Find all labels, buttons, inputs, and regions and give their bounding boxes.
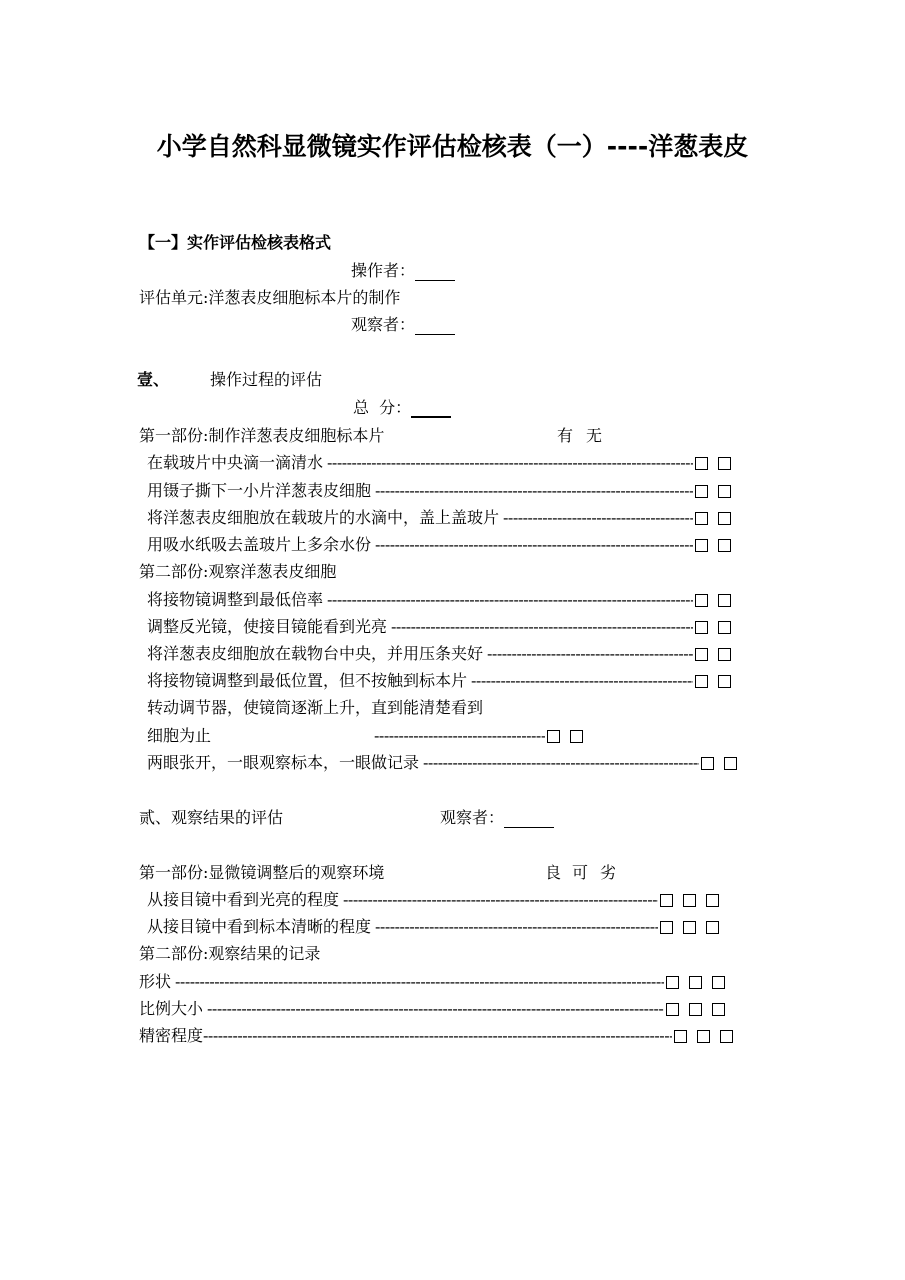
leader-dots bbox=[203, 1026, 672, 1046]
observer-row bbox=[351, 315, 455, 335]
checkbox-no[interactable] bbox=[718, 621, 731, 634]
checkbox-group bbox=[547, 730, 583, 743]
part2-observer-blank[interactable] bbox=[504, 811, 554, 828]
checkbox-yes[interactable] bbox=[547, 730, 560, 743]
col-yes-header: 有 bbox=[557, 426, 574, 445]
checkbox-group bbox=[695, 621, 731, 634]
checkbox-poor[interactable] bbox=[720, 1030, 733, 1043]
item-label: 形状 bbox=[139, 972, 172, 991]
leader-dots bbox=[327, 453, 693, 473]
part1-marker: 壹、 bbox=[137, 370, 170, 389]
total-score-row bbox=[353, 398, 451, 418]
item-label: 调整反光镜，使接目镜能看到光亮 bbox=[147, 617, 388, 636]
observer-blank[interactable] bbox=[415, 318, 455, 335]
item-label: 将洋葱表皮细胞放在载玻片的水滴中，盖上盖玻片 bbox=[147, 508, 500, 527]
unit-label: 评估单元:洋葱表皮细胞标本片的制作 bbox=[139, 288, 401, 307]
part2-observer-label: 观察者： bbox=[440, 808, 505, 827]
leader-dots bbox=[375, 535, 693, 555]
checklist-row bbox=[147, 508, 731, 528]
checkbox-poor[interactable] bbox=[706, 921, 719, 934]
rating-row bbox=[139, 999, 725, 1019]
part1-sub2-label: 第二部份:观察洋葱表皮细胞 bbox=[139, 562, 337, 581]
observer-label: 观察者： bbox=[351, 315, 416, 334]
rating-row bbox=[139, 972, 725, 992]
part2-heading: 贰、观察结果的评估 bbox=[139, 808, 284, 827]
rating-row bbox=[139, 1026, 733, 1046]
item-label-wrap-line1: 转动调节器，使镜筒逐渐上升，直到能清楚看到 bbox=[147, 698, 484, 717]
col-fair-header: 可 bbox=[572, 863, 589, 882]
checklist-row bbox=[147, 753, 737, 773]
item-label: 比例大小 bbox=[139, 999, 204, 1018]
item-label: 精密程度 bbox=[139, 1026, 204, 1045]
item-label: 从接目镜中看到标本清晰的程度 bbox=[147, 917, 372, 936]
checkbox-group bbox=[695, 675, 731, 688]
checkbox-group bbox=[695, 512, 731, 525]
checkbox-fair[interactable] bbox=[689, 976, 702, 989]
checklist-row bbox=[147, 671, 731, 691]
leader-dots bbox=[374, 726, 545, 746]
checkbox-no[interactable] bbox=[570, 730, 583, 743]
checkbox-yes[interactable] bbox=[695, 485, 708, 498]
checkbox-group bbox=[660, 894, 719, 907]
operator-blank[interactable] bbox=[415, 264, 455, 281]
checkbox-yes[interactable] bbox=[695, 621, 708, 634]
leader-dots bbox=[175, 972, 664, 992]
checkbox-group bbox=[695, 485, 731, 498]
checkbox-no[interactable] bbox=[718, 512, 731, 525]
checkbox-poor[interactable] bbox=[706, 894, 719, 907]
checklist-row bbox=[147, 617, 731, 637]
leader-dots bbox=[423, 753, 699, 773]
checkbox-yes[interactable] bbox=[695, 594, 708, 607]
checklist-row bbox=[147, 644, 731, 664]
checkbox-yes[interactable] bbox=[701, 757, 714, 770]
checkbox-poor[interactable] bbox=[712, 1003, 725, 1016]
checkbox-yes[interactable] bbox=[695, 675, 708, 688]
checkbox-fair[interactable] bbox=[683, 894, 696, 907]
operator-label: 操作者： bbox=[351, 261, 416, 280]
total-label: 总 分： bbox=[353, 398, 412, 417]
checklist-row-wrapped bbox=[374, 726, 583, 746]
checklist-row bbox=[147, 590, 731, 610]
part1-heading: 操作过程的评估 bbox=[210, 370, 323, 389]
col-poor-header: 劣 bbox=[600, 863, 617, 882]
leader-dots bbox=[487, 644, 693, 664]
checkbox-no[interactable] bbox=[718, 485, 731, 498]
checkbox-yes[interactable] bbox=[695, 539, 708, 552]
rating-row bbox=[147, 917, 719, 937]
operator-row bbox=[351, 261, 455, 281]
section-heading: 【一】实作评估检核表格式 bbox=[139, 233, 332, 252]
rating-row bbox=[147, 890, 719, 910]
checkbox-no[interactable] bbox=[718, 594, 731, 607]
leader-dots bbox=[391, 617, 693, 637]
checklist-row bbox=[147, 535, 731, 555]
leader-dots bbox=[207, 999, 664, 1019]
item-label-wrap-line2: 细胞为止 bbox=[147, 726, 212, 745]
leader-dots bbox=[327, 590, 693, 610]
col-no-header: 无 bbox=[586, 426, 603, 445]
checkbox-no[interactable] bbox=[718, 457, 731, 470]
item-label: 用吸水纸吸去盖玻片上多余水份 bbox=[147, 535, 372, 554]
checkbox-fair[interactable] bbox=[689, 1003, 702, 1016]
checkbox-yes[interactable] bbox=[695, 457, 708, 470]
checkbox-fair[interactable] bbox=[697, 1030, 710, 1043]
checkbox-group bbox=[695, 594, 731, 607]
checklist-row bbox=[147, 481, 731, 501]
total-score-blank[interactable] bbox=[411, 400, 451, 418]
checkbox-group bbox=[695, 539, 731, 552]
checkbox-group bbox=[701, 757, 737, 770]
leader-dots bbox=[343, 890, 658, 910]
part2-sub1-label: 第一部份:显微镜调整后的观察环境 bbox=[139, 863, 385, 882]
checklist-row bbox=[147, 453, 731, 473]
checkbox-good[interactable] bbox=[666, 1003, 679, 1016]
leader-dots bbox=[471, 671, 693, 691]
page-title: 小学自然科显微镜实作评估检核表（一）----洋葱表皮 bbox=[156, 132, 749, 161]
checkbox-no[interactable] bbox=[718, 648, 731, 661]
checkbox-group bbox=[666, 976, 725, 989]
checkbox-poor[interactable] bbox=[712, 976, 725, 989]
checkbox-no[interactable] bbox=[718, 675, 731, 688]
item-label: 在载玻片中央滴一滴清水 bbox=[147, 453, 324, 472]
item-label: 从接目镜中看到光亮的程度 bbox=[147, 890, 340, 909]
checkbox-yes[interactable] bbox=[695, 648, 708, 661]
item-label: 将洋葱表皮细胞放在载物台中央，并用压条夹好 bbox=[147, 644, 484, 663]
checkbox-group bbox=[674, 1030, 733, 1043]
checkbox-fair[interactable] bbox=[683, 921, 696, 934]
checkbox-good[interactable] bbox=[666, 976, 679, 989]
item-label: 将接物镜调整到最低倍率 bbox=[147, 590, 324, 609]
checkbox-group bbox=[695, 648, 731, 661]
checkbox-yes[interactable] bbox=[695, 512, 708, 525]
leader-dots bbox=[375, 917, 658, 937]
item-label: 将接物镜调整到最低位置，但不按触到标本片 bbox=[147, 671, 468, 690]
checkbox-group bbox=[666, 1003, 725, 1016]
item-label: 两眼张开，一眼观察标本，一眼做记录 bbox=[147, 753, 420, 772]
leader-dots bbox=[503, 508, 693, 528]
part2-sub2-label: 第二部份:观察结果的记录 bbox=[139, 944, 321, 963]
leader-dots bbox=[375, 481, 693, 501]
checkbox-good[interactable] bbox=[660, 894, 673, 907]
item-label: 用镊子撕下一小片洋葱表皮细胞 bbox=[147, 481, 372, 500]
checkbox-good[interactable] bbox=[674, 1030, 687, 1043]
checkbox-group bbox=[695, 457, 731, 470]
part1-sub1-label: 第一部份:制作洋葱表皮细胞标本片 bbox=[139, 426, 385, 445]
part2-observer-row bbox=[440, 808, 554, 828]
checkbox-no[interactable] bbox=[718, 539, 731, 552]
checkbox-good[interactable] bbox=[660, 921, 673, 934]
checkbox-group bbox=[660, 921, 719, 934]
col-good-header: 良 bbox=[545, 863, 562, 882]
checkbox-no[interactable] bbox=[724, 757, 737, 770]
